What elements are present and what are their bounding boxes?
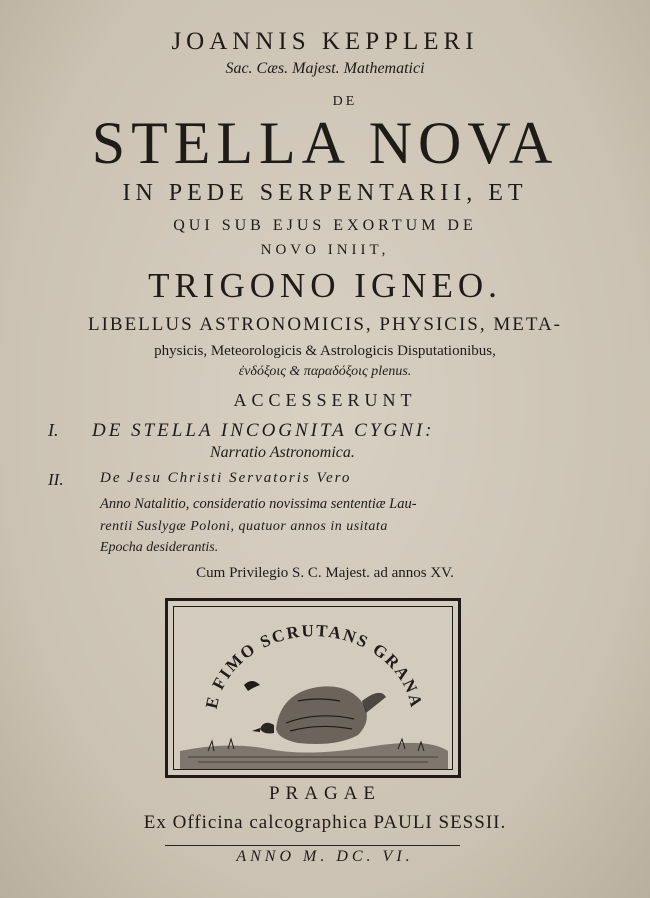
printer-line: Ex Officina calcographica PAULI SESSII. xyxy=(143,812,507,833)
author-name: JOANNIS KEPPLERI xyxy=(171,28,479,55)
author-title: Sac. Cæs. Majest. Mathematici xyxy=(225,60,425,77)
emblem-illustration xyxy=(168,601,458,775)
item-2-line-4: Epocha desiderantis. xyxy=(100,540,219,555)
item-2-line-1: De Jesu Christi Servatoris Vero xyxy=(100,470,352,486)
line-qui: QUI SUB EJUS EXORTUM DE xyxy=(173,217,477,234)
item-2-line-3: rentii Suslygæ Poloni, quatuor annos in usitata xyxy=(100,519,388,534)
line-trigono: TRIGONO IGNEO. xyxy=(148,266,502,305)
item-1-subtitle: Narratio Astronomica. xyxy=(210,444,355,461)
year-line: ANNO M. DC. VI. xyxy=(236,848,414,865)
line-novo: NOVO INIIT, xyxy=(260,242,390,258)
libellus-line-2: physicis, Meteorologicis & Astrologicis Disputationibus, xyxy=(154,343,496,359)
item-2-line-2: Anno Natalitio, consideratio novissima sententiæ Lau- xyxy=(100,496,417,512)
item-2-number: II. xyxy=(48,470,64,489)
libellus-line-1: LIBELLUS ASTRONOMICIS, PHYSICIS, META- xyxy=(87,314,563,335)
title-de: DE xyxy=(332,94,358,109)
main-title: STELLA NOVA xyxy=(91,110,559,176)
accesserunt-heading: ACCESSERUNT xyxy=(233,390,417,410)
rule-above-year xyxy=(165,845,460,846)
printer-emblem-woodcut xyxy=(165,598,461,778)
privilege-line: Cum Privilegio S. C. Majest. ad annos XV. xyxy=(196,565,454,581)
libellus-line-3: ἐνδόξοις & παραδόξοις plenus. xyxy=(238,364,412,379)
emblem-motto: E FIMO SCRUTANS GRANA xyxy=(201,621,427,711)
line-serpentarii: IN PEDE SERPENTARII, ET xyxy=(122,180,528,206)
item-1-number: I. xyxy=(48,420,59,440)
item-1-title: DE STELLA INCOGNITA CYGNI: xyxy=(92,420,435,441)
city-line: PRAGAE xyxy=(268,783,381,804)
